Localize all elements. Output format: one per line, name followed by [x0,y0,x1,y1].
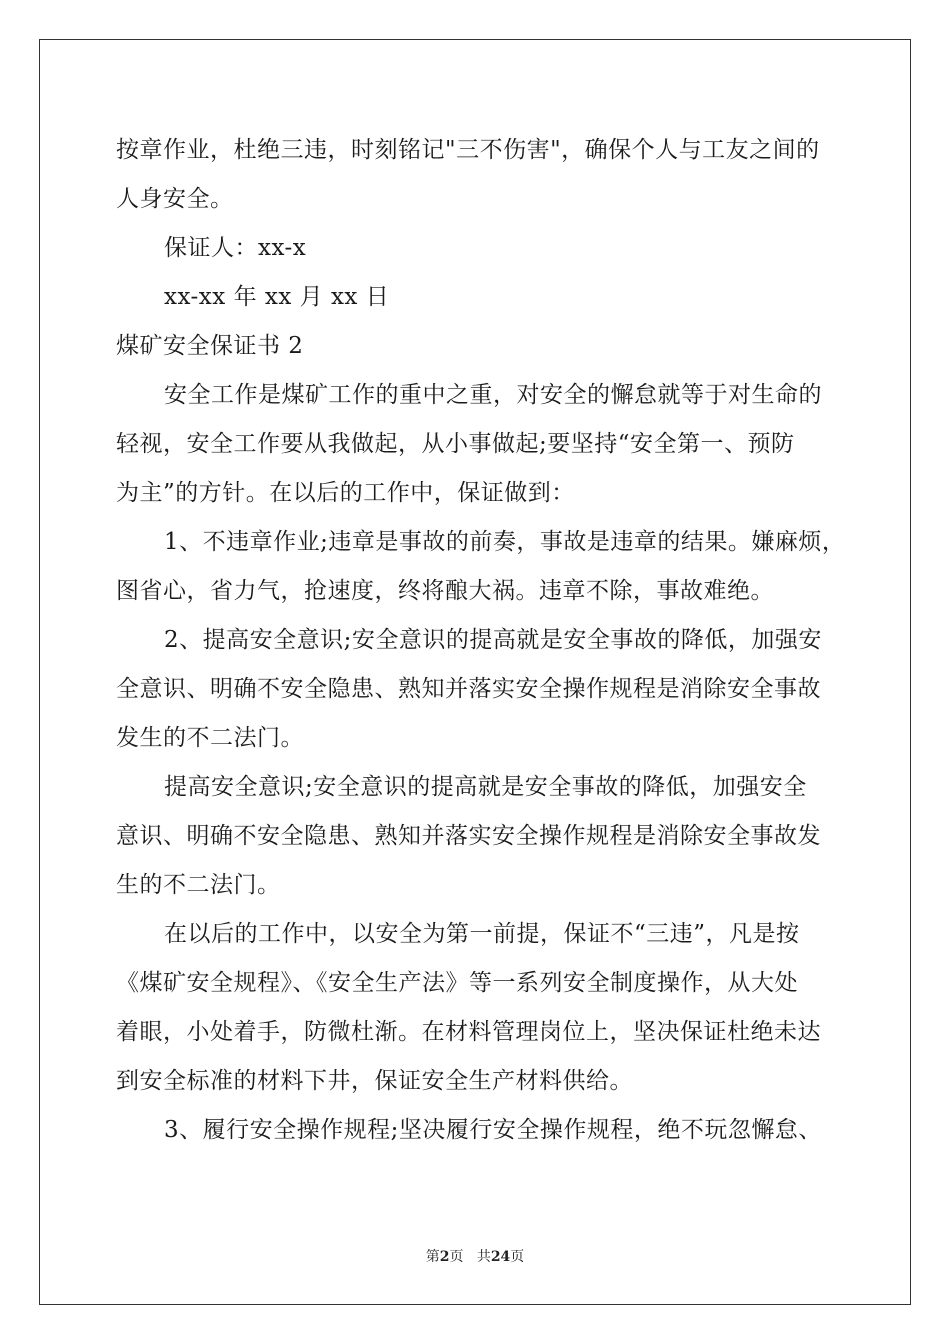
text-line: 安全工作是煤矿工作的重中之重，对安全的懈怠就等于对生命的 [164,382,822,408]
text-line: 发生的不二法门。 [116,725,304,751]
text-line: 图省心，省力气，抢速度，终将酿大祸。违章不除，事故难绝。 [116,578,774,604]
text-line: 着眼，小处着手，防微杜渐。在材料管理岗位上，坚决保证杜绝未达 [116,1019,821,1045]
text-line: 为主”的方针。在以后的工作中，保证做到： [116,480,575,506]
text-line: 到安全标准的材料下井，保证安全生产材料供给。 [116,1068,633,1094]
footer-total-prefix: 共 [476,1249,491,1265]
footer-total-unit: 页 [510,1249,525,1265]
total-pages-number: 24 [490,1249,511,1265]
text-line: 提高安全意识;安全意识的提高就是安全事故的降低，加强安全 [164,774,807,800]
guarantor-line: 保证人：xx-x [164,235,307,261]
current-page-number: 2 [439,1249,450,1265]
text-line: 2、提高安全意识;安全意识的提高就是安全事故的降低，加强安 [164,627,822,653]
footer-page-unit: 页 [449,1249,464,1265]
text-line: 意识、明确不安全隐患、熟知并落实安全操作规程是消除安全事故发 [116,823,821,849]
section-title: 煤矿安全保证书 2 [116,333,304,359]
text-line: 3、履行安全操作规程;坚决履行安全操作规程，绝不玩忽懈怠、 [164,1117,822,1143]
text-line: 按章作业，杜绝三违，时刻铭记"三不伤害"，确保个人与工友之间的 [116,137,820,163]
footer-prefix: 第 [425,1249,440,1265]
text-line: 《煤矿安全规程》、《安全生产法》等一系列安全制度操作，从大处 [116,970,798,996]
text-line: 人身安全。 [116,186,234,212]
text-line: 在以后的工作中，以安全为第一前提，保证不“三违”，凡是按 [164,921,800,947]
text-line: 1、不违章作业;违章是事故的前奏，事故是违章的结果。嫌麻烦， [164,529,846,555]
text-line: 生的不二法门。 [116,872,281,898]
page-footer [0,1246,950,1266]
text-line: 轻视，安全工作要从我做起，从小事做起;要坚持“安全第一、预防 [116,431,795,457]
text-line: 全意识、明确不安全隐患、熟知并落实安全操作规程是消除安全事故 [116,676,821,702]
date-line: xx-xx 年 xx 月 xx 日 [164,284,390,310]
document-body [116,126,846,1155]
